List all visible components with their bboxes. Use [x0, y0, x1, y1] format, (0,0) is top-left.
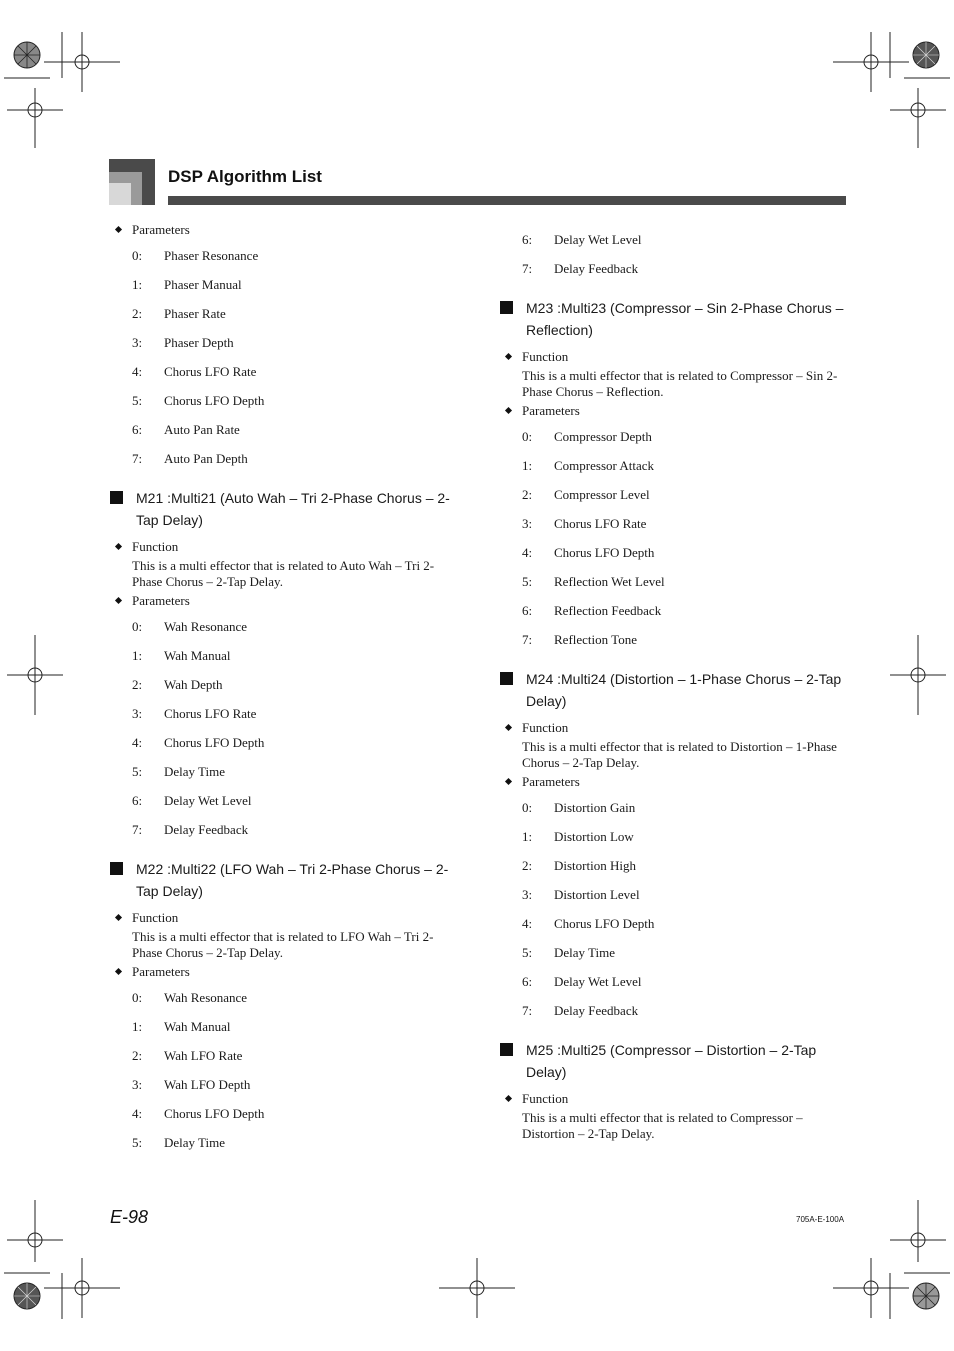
parameter-row: 6: Delay Wet Level — [522, 974, 642, 989]
parameter-row: 0: Wah Resonance — [132, 990, 248, 1005]
parameter-row: 0: Phaser Resonance — [132, 248, 259, 263]
function-bullet: Function — [500, 1091, 850, 1107]
function-bullet: Function — [500, 720, 850, 736]
parameter-row: 6: Auto Pan Rate — [132, 422, 240, 437]
parameter-row: 0: Compressor Depth — [522, 429, 652, 444]
section-heading-m24: M24 :Multi24 (Distortion – 1-Phase Chorus – 2-Tap Delay) — [500, 668, 850, 712]
parameter-row: 0: Distortion Gain — [522, 800, 636, 815]
right-column — [500, 232, 850, 1145]
parameter-list — [110, 990, 460, 1164]
parameter-row: 2: Wah LFO Rate — [132, 1048, 243, 1063]
page-title: DSP Algorithm List — [168, 167, 322, 186]
header-rule — [168, 196, 846, 205]
parameter-row: 7: Auto Pan Depth — [132, 451, 248, 466]
parameter-row: 1: Phaser Manual — [132, 277, 242, 292]
parameter-row: 2: Phaser Rate — [132, 306, 226, 321]
parameter-row: 1: Distortion Low — [522, 829, 634, 844]
square-bullet-icon — [500, 1043, 513, 1056]
function-description: This is a multi effector that is related to Distortion – 1-Phase Chorus – 2-Tap Delay. — [522, 739, 837, 770]
parameter-row: 4: Chorus LFO Depth — [132, 735, 265, 750]
diamond-bullet-icon — [115, 226, 122, 233]
diamond-bullet-icon — [505, 407, 512, 414]
parameter-row: 3: Distortion Level — [522, 887, 640, 902]
parameters-bullet: Parameters — [110, 593, 460, 609]
section-heading-m22: M22 :Multi22 (LFO Wah – Tri 2-Phase Chorus – 2-Tap Delay) — [110, 858, 460, 902]
parameter-row: 5: Delay Time — [522, 945, 616, 960]
square-bullet-icon — [500, 672, 513, 685]
parameter-row: 3: Chorus LFO Rate — [132, 706, 257, 721]
parameter-row: 4: Chorus LFO Depth — [132, 1106, 265, 1121]
parameter-list — [110, 248, 460, 480]
function-bullet: Function — [110, 539, 460, 555]
diamond-bullet-icon — [115, 543, 122, 550]
page-number: E-98 — [110, 1207, 149, 1227]
parameter-row: 2: Wah Depth — [132, 677, 223, 692]
parameter-row: 6: Delay Wet Level — [522, 232, 642, 247]
parameters-bullet: Parameters — [500, 403, 850, 419]
parameter-row: 4: Chorus LFO Depth — [522, 545, 655, 560]
parameter-row: 5: Chorus LFO Depth — [132, 393, 265, 408]
square-bullet-icon — [110, 491, 123, 504]
diamond-bullet-icon — [505, 1095, 512, 1102]
parameter-list — [500, 800, 850, 1032]
document-code: 705A-E-100A — [796, 1215, 845, 1224]
square-bullet-icon — [110, 862, 123, 875]
parameter-list — [500, 232, 850, 290]
parameter-row: 5: Delay Time — [132, 1135, 226, 1150]
parameter-row: 2: Compressor Level — [522, 487, 650, 502]
parameter-row: 4: Chorus LFO Rate — [132, 364, 257, 379]
parameter-row: 2: Distortion High — [522, 858, 636, 873]
section-heading-m25: M25 :Multi25 (Compressor – Distortion – 2-Tap Delay) — [500, 1039, 850, 1083]
parameters-bullet: Parameters — [110, 222, 460, 238]
diamond-bullet-icon — [115, 968, 122, 975]
parameter-row: 7: Delay Feedback — [522, 1003, 639, 1018]
parameters-bullet: Parameters — [110, 964, 460, 980]
parameter-row: 1: Wah Manual — [132, 648, 231, 663]
header-block-light — [109, 183, 131, 205]
parameter-row: 5: Reflection Wet Level — [522, 574, 665, 589]
parameter-row: 1: Wah Manual — [132, 1019, 231, 1034]
function-description: This is a multi effector that is related to Compressor – Sin 2-Phase Chorus – Reflection. — [522, 368, 838, 399]
section-heading-m21: M21 :Multi21 (Auto Wah – Tri 2-Phase Chorus – 2-Tap Delay) — [110, 487, 460, 531]
diamond-bullet-icon — [115, 914, 122, 921]
function-description: This is a multi effector that is related to LFO Wah – Tri 2-Phase Chorus – 2-Tap Delay. — [132, 929, 434, 960]
left-column — [110, 222, 460, 1164]
parameter-row: 7: Delay Feedback — [132, 822, 249, 837]
parameter-row: 7: Delay Feedback — [522, 261, 639, 276]
square-bullet-icon — [500, 301, 513, 314]
diamond-bullet-icon — [115, 597, 122, 604]
parameter-row: 1: Compressor Attack — [522, 458, 655, 473]
parameter-row: 3: Chorus LFO Rate — [522, 516, 647, 531]
parameter-row: 5: Delay Time — [132, 764, 226, 779]
parameter-list — [110, 619, 460, 851]
function-bullet: Function — [110, 910, 460, 926]
parameter-row: 4: Chorus LFO Depth — [522, 916, 655, 931]
parameter-row: 3: Wah LFO Depth — [132, 1077, 251, 1092]
parameter-list — [500, 429, 850, 661]
section-heading-m23: M23 :Multi23 (Compressor – Sin 2-Phase Chorus – Reflection) — [500, 297, 850, 341]
parameters-bullet: Parameters — [500, 774, 850, 790]
function-bullet: Function — [500, 349, 850, 365]
diamond-bullet-icon — [505, 778, 512, 785]
parameter-row: 0: Wah Resonance — [132, 619, 248, 634]
parameter-row: 6: Delay Wet Level — [132, 793, 252, 808]
function-description: This is a multi effector that is related to Compressor – Distortion – 2-Tap Delay. — [522, 1110, 803, 1141]
function-description: This is a multi effector that is related to Auto Wah – Tri 2-Phase Chorus – 2-Tap Delay. — [132, 558, 435, 589]
diamond-bullet-icon — [505, 724, 512, 731]
parameter-row: 3: Phaser Depth — [132, 335, 234, 350]
parameter-row: 6: Reflection Feedback — [522, 603, 662, 618]
diamond-bullet-icon — [505, 353, 512, 360]
parameter-row: 7: Reflection Tone — [522, 632, 637, 647]
